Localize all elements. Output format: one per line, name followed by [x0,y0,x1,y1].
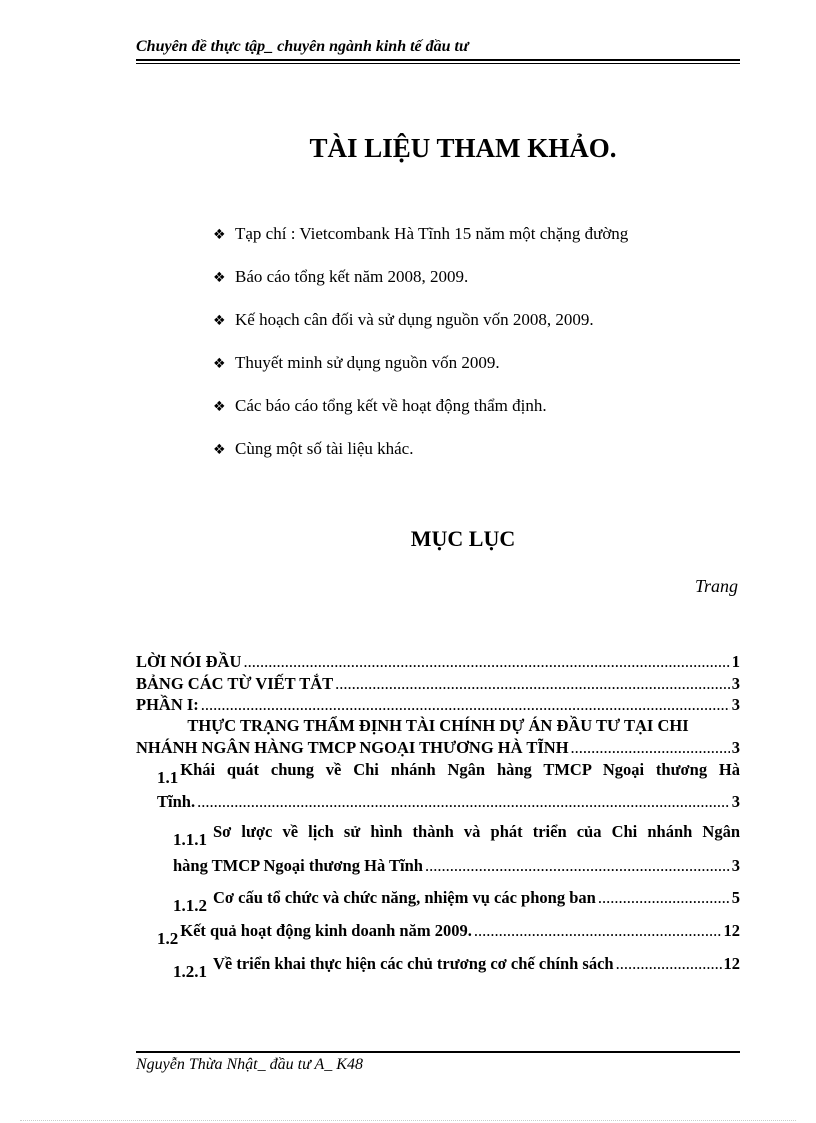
toc-section-number: 1.1.1 [173,830,207,849]
dot-leader [335,674,730,694]
toc-page-number: 3 [731,856,740,875]
dot-leader [197,792,730,812]
toc-entry-line2 [157,792,740,812]
toc-entry-line1 [173,822,740,849]
toc-title: MỤC LỤC [410,526,516,551]
toc-entry-phan-1[interactable] [136,695,740,715]
dot-leader [598,888,730,908]
toc-page-number: 3 [731,674,740,693]
toc-entry-1-2-1[interactable] [173,954,740,981]
toc-entry-1-1-1[interactable] [173,822,740,875]
toc-page-number: 3 [731,792,740,811]
toc-entry-text: Cơ cấu tổ chức và chức năng, nhiệm vụ các phong ban [213,888,596,907]
toc-page-number: 12 [723,921,740,940]
reference-item: ❖ Tạp chí : Vietcombank Hà Tĩnh 15 năm một chặng đường [213,224,629,243]
toc-page-label: Trang [694,576,738,596]
toc-entry-thuc-trang[interactable] [136,716,740,756]
dot-leader [571,738,730,758]
toc-entry-text: Khái quát chung về Chi nhánh Ngân hàng TMCP Ngoại thương Hà [180,760,740,779]
toc-section-number: 1.1 [157,768,179,787]
page-edge-divider [20,1120,796,1121]
dot-leader [201,695,730,715]
dot-leader [425,856,730,876]
toc-page-number: 3 [731,738,740,757]
toc-entry-bang-cac-tu[interactable] [136,674,740,694]
toc-entry-line1 [157,760,740,787]
toc-section-number: 1.2.1 [173,962,207,981]
toc-entry-text: Sơ lược về lịch sử hình thành và phát triển của Chi nhánh Ngân [213,822,740,841]
toc-entry-text: hàng TMCP Ngoại thương Hà Tĩnh [173,856,423,875]
footer-divider [136,1051,740,1053]
page-footer: Nguyễn Thừa Nhật_ đầu tư A_ K48 [136,1056,363,1073]
diamond-bullet-icon: ❖ [213,313,226,329]
page-header: Chuyên đề thực tập_ chuyên ngành kinh tế đầu tư [136,38,469,55]
dot-leader [243,652,729,672]
toc-entry-1-1-2[interactable] [173,888,740,915]
toc-section-number: 1.2 [157,929,179,948]
diamond-bullet-icon: ❖ [213,399,226,415]
reference-item: ❖ Kế hoạch cân đối và sử dụng nguồn vốn 2008, 2009. [213,310,594,329]
reference-item: ❖ Báo cáo tổng kết năm 2008, 2009. [213,267,469,286]
diamond-bullet-icon: ❖ [213,270,226,286]
header-divider [136,59,740,61]
diamond-bullet-icon: ❖ [213,356,226,372]
toc-entry-text: Về triển khai thực hiện các chủ trương cơ chế chính sách [213,954,614,973]
toc-entry-text: NHÁNH NGÂN HÀNG TMCP NGOẠI THƯƠNG HÀ TĨNH [136,738,569,757]
toc-entry-loi-noi-dau[interactable] [136,652,740,672]
toc-entry-1-1[interactable] [157,760,740,811]
toc-entry-text: BẢNG CÁC TỪ VIẾT TẮT [136,674,334,693]
diamond-bullet-icon: ❖ [213,227,226,243]
toc-page-number: 12 [723,954,740,973]
toc-page-number: 5 [731,888,740,907]
dot-leader [474,921,722,941]
references-title: TÀI LIỆU THAM KHẢO. [309,133,617,163]
toc-page-number: 1 [731,652,740,671]
toc-page-number: 3 [731,695,740,714]
toc-entry-line2 [173,856,740,876]
toc-entry-text: Kết quả hoạt động kinh doanh năm 2009. [180,921,472,940]
reference-item: ❖ Thuyết minh sử dụng nguồn vốn 2009. [213,353,500,372]
toc-entry-line2 [136,738,740,758]
toc-entry-1-2[interactable] [157,921,740,948]
toc-entry-text: LỜI NÓI ĐẦU [136,652,242,671]
toc-entry-text: Tĩnh. [157,792,196,811]
toc-entry-text-line1: THỰC TRẠNG THẨM ĐỊNH TÀI CHÍNH DỰ ÁN ĐẦU TƯ TẠI CHI [187,716,689,735]
reference-item: ❖ Cùng một số tài liệu khác. [213,439,414,458]
toc-section-number: 1.1.2 [173,896,207,915]
reference-item: ❖ Các báo cáo tổng kết về hoạt động thẩm định. [213,396,547,415]
dot-leader [616,954,722,974]
references-list [213,224,628,482]
toc-entry-text: PHẦN I: [136,695,199,714]
diamond-bullet-icon: ❖ [213,442,226,458]
header-divider-thin [136,63,740,64]
